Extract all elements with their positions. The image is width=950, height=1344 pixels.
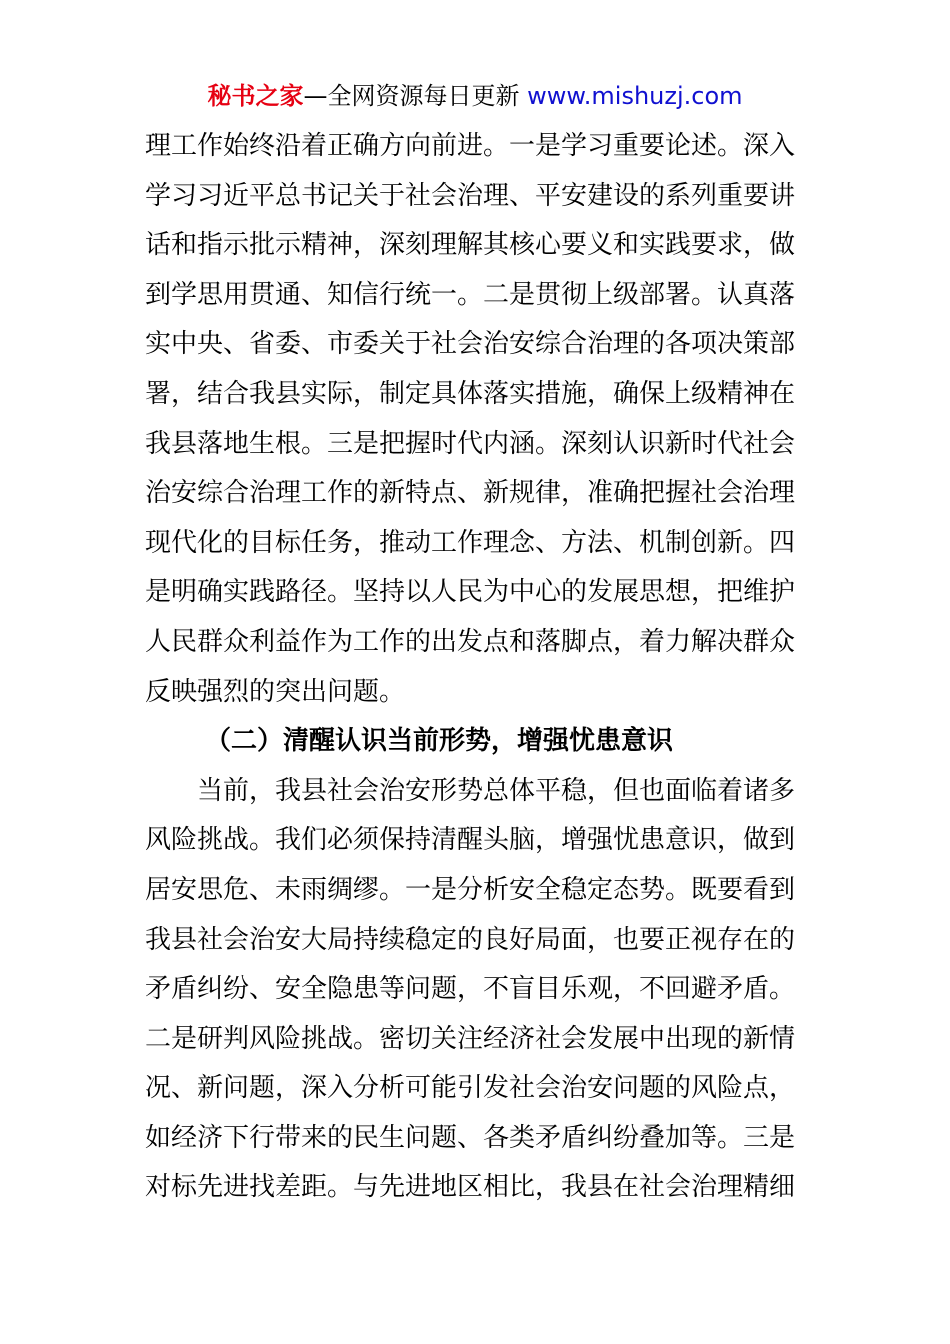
text-line: 二是研判风险挑战。密切关注经济社会发展中出现的新情 — [145, 1023, 796, 1054]
text-line: 现代化的目标任务，推动工作理念、方法、机制创新。四 — [145, 527, 796, 558]
text-line: 对标先进找差距。与先进地区相比，我县在社会治理精细 — [145, 1172, 796, 1203]
header-url-link[interactable]: www.mishuzj.com — [527, 82, 743, 110]
text-line: 实中央、省委、市委关于社会治安综合治理的各项决策部 — [145, 329, 796, 360]
text-line: 人民群众利益作为工作的出发点和落脚点，着力解决群众 — [145, 626, 796, 657]
page-header — [0, 80, 950, 112]
text-line: 我县落地生根。三是把握时代内涵。深刻认识新时代社会 — [145, 428, 796, 459]
header-brand: 秘书之家 — [207, 82, 304, 110]
text-line: 我县社会治安大局持续稳定的良好局面，也要正视存在的 — [145, 924, 796, 955]
text-line: 到学思用贯通、知信行统一。二是贯彻上级部署。认真落 — [145, 279, 796, 310]
text-line: 理工作始终沿着正确方向前进。一是学习重要论述。深入 — [145, 131, 796, 161]
section-heading: （二）清醒认识当前形势，增强忧患意识 — [205, 726, 674, 757]
text-line: 居安思危、未雨绸缪。一是分析安全稳定态势。既要看到 — [145, 874, 796, 905]
text-line: 反映强烈的突出问题。 — [145, 676, 406, 707]
text-line: 矛盾纠纷、安全隐患等问题，不盲目乐观，不回避矛盾。 — [145, 974, 796, 1005]
text-line: 话和指示批示精神，深刻理解其核心要义和实践要求，做 — [145, 230, 796, 261]
text-line: 况、新问题，深入分析可能引发社会治安问题的风险点， — [145, 1073, 796, 1104]
document-body — [145, 122, 810, 1213]
header-tagline: —全网资源每日更新 — [303, 82, 520, 110]
text-line: 是明确实践路径。坚持以人民为中心的发展思想，把维护 — [145, 577, 796, 608]
text-line: 学习习近平总书记关于社会治理、平安建设的系列重要讲 — [145, 180, 796, 211]
text-line: 署，结合我县实际，制定具体落实措施，确保上级精神在 — [145, 378, 796, 409]
text-line: 治安综合治理工作的新特点、新规律，准确把握社会治理 — [145, 478, 796, 509]
text-line: 如经济下行带来的民生问题、各类矛盾纠纷叠加等。三是 — [145, 1122, 796, 1153]
text-line: 风险挑战。我们必须保持清醒头脑，增强忧患意识，做到 — [145, 825, 796, 856]
paragraph-first-line: 当前，我县社会治安形势总体平稳，但也面临着诸多 — [197, 775, 796, 806]
